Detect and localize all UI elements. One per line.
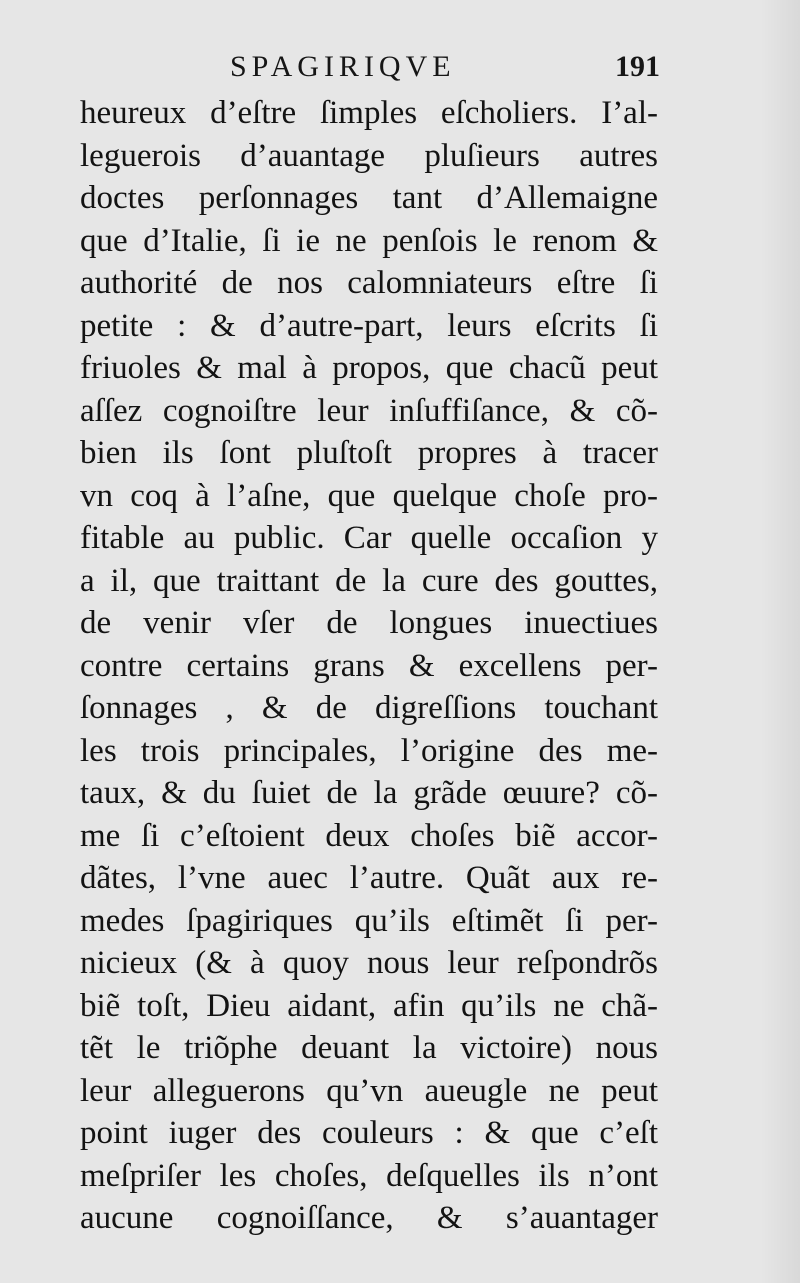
- text-line-1: heureux d’eſtre ſimples eſcholiers. I’al-: [80, 95, 658, 131]
- text-line-12: a il, que traittant de la cure des gouttes,: [80, 562, 658, 599]
- text-line-6: petite : & d’autre-part, leurs eſcrits ſi: [80, 307, 658, 344]
- body-text: [80, 92, 658, 1240]
- text-line-24: leur alleguerons qu’vn aueugle ne peut: [80, 1072, 658, 1109]
- text-line-20: medes ſpagiriques qu’ils eſtimẽt ſi per-: [80, 902, 658, 939]
- text-line-7: friuoles & mal à propos, que chacũ peut: [80, 350, 658, 386]
- text-line-16: les trois principales, l’origine des me-: [80, 732, 658, 769]
- running-title: SPAGIRIQVE: [230, 50, 456, 83]
- text-line-11: fitable au public. Car quelle occaſion y: [80, 520, 658, 556]
- text-line-13: de venir vſer de longues inuectiues: [80, 605, 658, 641]
- text-line-18: me ſi c’eſtoient deux choſes biẽ accor-: [80, 817, 658, 854]
- text-line-25: point iuger des couleurs : & que c’eſt: [80, 1115, 658, 1151]
- page-header: [230, 50, 660, 90]
- text-line-14: contre certains grans & excellens per-: [80, 647, 658, 684]
- text-line-22: biẽ toſt, Dieu aidant, afin qu’ils ne chã-: [80, 987, 658, 1024]
- page-number: 191: [615, 50, 660, 83]
- text-line-17: taux, & du ſuiet de la grãde œuure? cõ-: [80, 775, 658, 811]
- text-line-27: aucune cognoiſſance, & s’auantager: [80, 1200, 658, 1236]
- text-line-23: tẽt le triõphe deuant la victoire) nous: [80, 1030, 658, 1066]
- text-line-5: authorité de nos calomniateurs eſtre ſi: [80, 265, 658, 301]
- text-line-2: leguerois d’auantage pluſieurs autres: [80, 137, 658, 174]
- text-line-3: doctes perſonnages tant d’Allemaigne: [80, 180, 658, 216]
- text-line-9: bien ils ſont pluſtoſt propres à tracer: [80, 435, 658, 471]
- text-line-26: meſpriſer les choſes, deſquelles ils n’ont: [80, 1157, 658, 1194]
- text-line-8: aſſez cognoiſtre leur inſuffiſance, & cõ-: [80, 392, 658, 429]
- text-line-10: vn coq à l’aſne, que quelque choſe pro-: [80, 477, 658, 514]
- text-line-4: que d’Italie, ſi ie ne penſois le renom &: [80, 222, 658, 259]
- text-line-21: nicieux (& à quoy nous leur reſpondrõs: [80, 945, 658, 981]
- text-line-15: ſonnages , & de digreſſions touchant: [80, 690, 658, 726]
- text-line-19: dãtes, l’vne auec l’autre. Quãt aux re-: [80, 860, 658, 896]
